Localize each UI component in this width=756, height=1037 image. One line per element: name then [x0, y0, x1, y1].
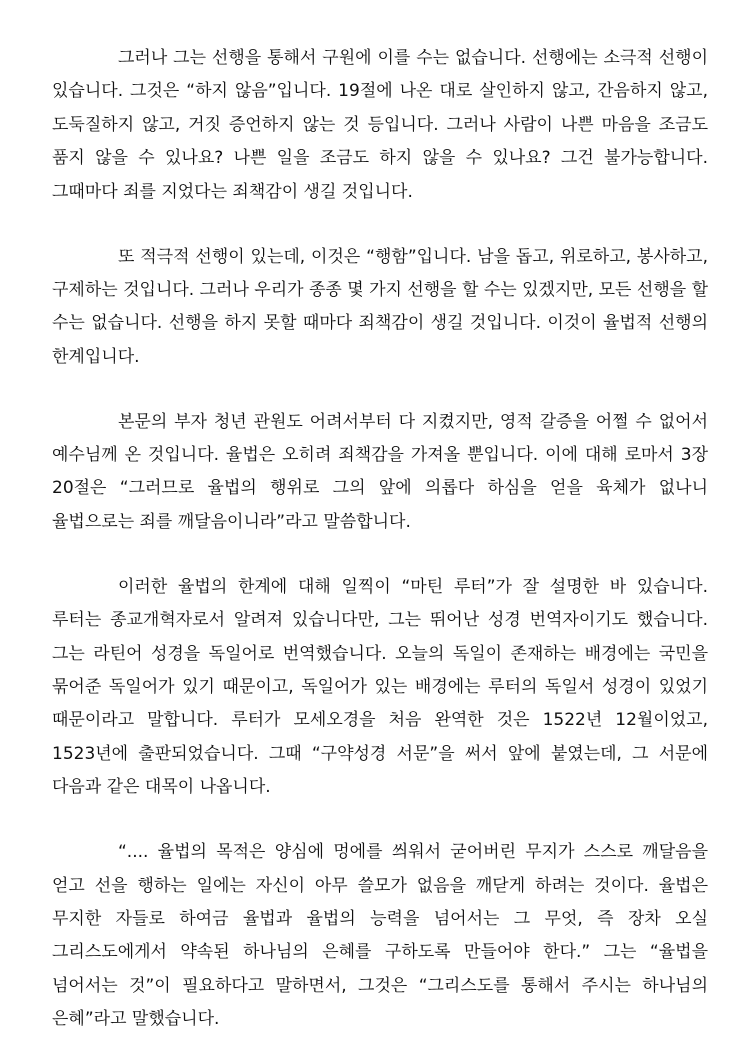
paragraph-5: “.... 율법의 목적은 양심에 멍에를 씌워서 굳어버린 무지가 스스로 깨달음을 얻고 선을 행하는 일에는 자신이 아무 쓸모가 없음을 깨닫게 하려는 것이다. 율법은 무지한 자들로 하여금 율법과 율법의 능력을 넘어서는 그 무엇, 즉 장차 오실 그리스도에게서 약속된 하나님의 은혜를 구하도록 만들어야 한다.” 그는 “율법을 넘어서는 것”이 필요하다고 말하면서, 그것은 “그리스도를 통해서 주시는 하나님의 은혜”라고 말했습니다. — [52, 842, 708, 1030]
paragraph-3: 본문의 부자 청년 관원도 어려서부터 다 지켰지만, 영적 갈증을 어쩔 수 없어서 예수님께 온 것입니다. 율법은 오히려 죄책감을 가져올 뿐입니다. 이에 대해 로마서 3장 20절은 “그러므로 율법의 행위로 그의 앞에 의롭다 하심을 얻을 육체가 없나니 율법으로는 죄를 깨달음이니라”라고 말씀합니다. — [52, 411, 708, 532]
paragraph-1: 그러나 그는 선행을 통해서 구원에 이를 수는 없습니다. 선행에는 소극적 선행이 있습니다. 그것은 “하지 않음”입니다. 19절에 나온 대로 살인하지 않고, 간음하지 않고, 도둑질하지 않고, 거짓 증언하지 않는 것 등입니다. 그러나 사람이 나쁜 마음을 조금도 품지 않을 수 있나요? 나쁜 일을 조금도 하지 않을 수 있나요? 그건 불가능합니다. 그때마다 죄를 지었다는 죄책감이 생길 것입니다. — [52, 48, 708, 202]
paragraph-4: 이러한 율법의 한계에 대해 일찍이 “마틴 루터”가 잘 설명한 바 있습니다. 루터는 종교개혁자로서 알려져 있습니다만, 그는 뛰어난 성경 번역자이기도 했습니다. 그는 라틴어 성경을 독일어로 번역했습니다. 오늘의 독일이 존재하는 배경에는 국민을 묶어준 독일어가 있기 때문이고, 독일어가 있는 배경에는 루터의 독일서 성경이 있었기 때문이라고 말합니다. 루터가 모세오경을 처음 완역한 것은 1522년 12월이었고, 1523년에 출판되었습니다. 그때 “구약성경 서문”을 써서 앞에 붙였는데, 그 서문에 다음과 같은 대목이 나옵니다. — [52, 576, 708, 798]
paragraph-2: 또 적극적 선행이 있는데, 이것은 “행함”입니다. 남을 돕고, 위로하고, 봉사하고, 구제하는 것입니다. 그러나 우리가 종종 몇 가지 선행을 할 수는 있겠지만, 모든 선행을 할 수는 없습니다. 선행을 하지 못할 때마다 죄책감이 생길 것입니다. 이것이 율법적 선행의 한계입니다. — [52, 246, 708, 367]
